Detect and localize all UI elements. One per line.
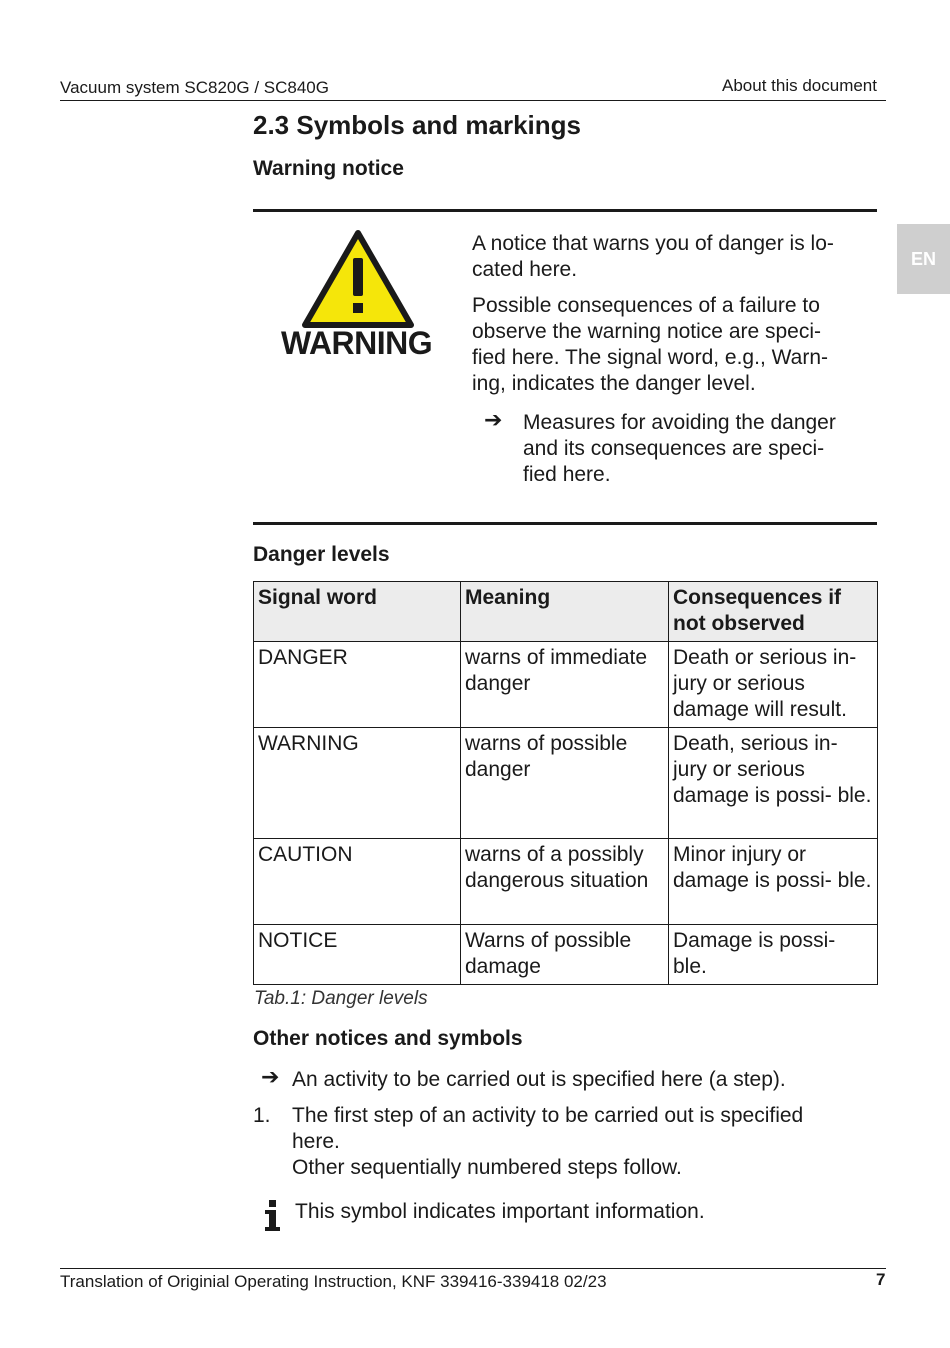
- table-row: [254, 925, 878, 985]
- document-title: Vacuum system SC820G / SC840G: [60, 78, 329, 97]
- signal-word-cell: NOTICE: [254, 925, 461, 985]
- warning-box-top-rule: [253, 209, 877, 212]
- danger-levels-table: [253, 581, 878, 985]
- section-title: 2.3 Symbols and markings: [253, 110, 582, 140]
- text-line: Possible consequences of a failure to: [472, 294, 820, 317]
- warning-notice-heading: Warning notice: [253, 157, 404, 180]
- text-line: The first step of an activity to be carried out is specified: [292, 1104, 804, 1127]
- table-row: [254, 642, 878, 728]
- table-row: [254, 839, 878, 925]
- consequence-cell: Minor injury or damage is possi- ble.: [669, 839, 878, 925]
- arrow-right-icon: ➔: [261, 1064, 280, 1089]
- text-line: here.: [292, 1130, 340, 1153]
- meaning-cell: warns of immediate danger: [461, 642, 669, 728]
- text-line: cated here.: [472, 258, 578, 281]
- text-line: Measures for avoiding the danger: [523, 411, 836, 434]
- arrow-right-icon: ➔: [484, 407, 503, 432]
- text-line: observe the warning notice are speci-: [472, 320, 822, 343]
- consequence-cell: Death, serious in- jury or serious damage is possi- ble.: [669, 728, 878, 839]
- warning-triangle-icon: [300, 228, 416, 330]
- text-line: ing, indicates the danger level.: [472, 372, 756, 395]
- text-line: fied here.: [523, 463, 611, 486]
- info-icon: [262, 1200, 282, 1232]
- consequence-cell: Damage is possi- ble.: [669, 925, 878, 985]
- text-line: Other sequentially numbered steps follow.: [292, 1156, 682, 1179]
- text-line: A notice that warns you of danger is lo-: [472, 232, 834, 255]
- text-line: and its consequences are speci-: [523, 437, 825, 460]
- column-header: Meaning: [461, 582, 669, 642]
- step-text: [292, 1103, 872, 1181]
- signal-word-cell: DANGER: [254, 642, 461, 728]
- signal-word-cell: WARNING: [254, 728, 461, 839]
- warning-consequences-text: [472, 293, 872, 397]
- activity-text: An activity to be carried out is specified here (a step).: [292, 1068, 786, 1091]
- footer-text: Translation of Originial Operating Instruction, KNF 339416-339418 02/23: [60, 1272, 607, 1291]
- signal-word-label: WARNING: [281, 325, 433, 361]
- meaning-cell: Warns of possible damage: [461, 925, 669, 985]
- warning-measures-text: [523, 410, 883, 488]
- meaning-cell: warns of a possibly dangerous situation: [461, 839, 669, 925]
- header-rule: [60, 100, 886, 101]
- info-text: This symbol indicates important information.: [295, 1200, 705, 1223]
- column-header: Consequences if not observed: [669, 582, 878, 642]
- column-header: Signal word: [254, 582, 461, 642]
- table-caption: Tab.1: Danger levels: [254, 988, 428, 1009]
- table-header-row: [254, 582, 878, 642]
- footer-rule: [60, 1268, 886, 1269]
- page-number: 7: [876, 1270, 886, 1289]
- signal-word-cell: CAUTION: [254, 839, 461, 925]
- section-label: About this document: [722, 76, 877, 95]
- other-notices-heading: Other notices and symbols: [253, 1027, 523, 1050]
- warning-notice-text: [472, 231, 872, 283]
- language-tab: EN: [897, 224, 950, 294]
- consequence-cell: Death or serious in- jury or serious damage will result.: [669, 642, 878, 728]
- text-line: fied here. The signal word, e.g., Warn-: [472, 346, 829, 369]
- step-number: 1.: [253, 1104, 271, 1127]
- warning-box-bottom-rule: [253, 522, 877, 525]
- table-row: [254, 728, 878, 839]
- meaning-cell: warns of possible danger: [461, 728, 669, 839]
- danger-levels-heading: Danger levels: [253, 543, 390, 566]
